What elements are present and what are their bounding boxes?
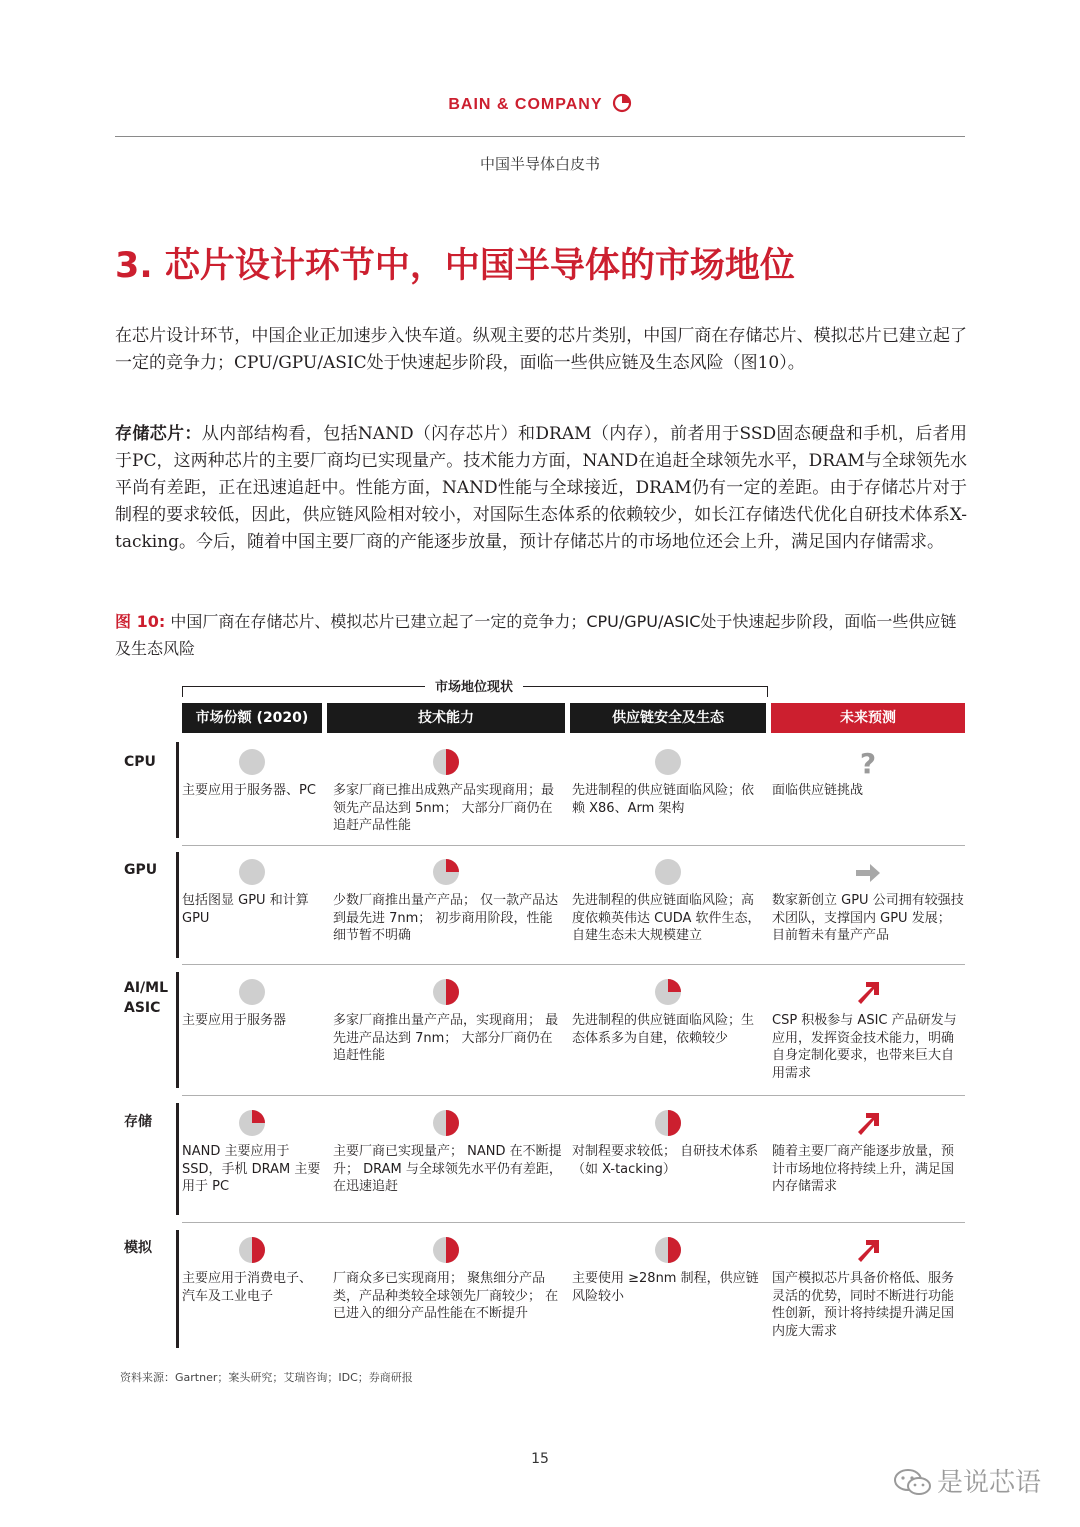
header-divider <box>115 136 965 137</box>
harvey-ball-icon <box>654 748 682 776</box>
question-icon <box>853 748 881 776</box>
cell-text-tech: 多家厂商推出量产产品，实现商用； 最先进产品达到 7nm； 大部分厂商仍在追赶性能 <box>333 1013 559 1063</box>
row-bar <box>176 1230 179 1348</box>
cell-text-outlook: 随着主要厂商产能逐步放量，预计市场地位将持续上升，满足国内存储需求 <box>772 1144 955 1194</box>
cell-text-supply: 对制程要求较低； 自研技术体系（如 X-tacking） <box>572 1144 759 1177</box>
group-label: 市场地位现状 <box>182 676 766 695</box>
cell-text-outlook: CSP 积极参与 ASIC 产品研发与应用，发挥资金技术能力，明确自身定制化要求，也带来巨大自用需求 <box>772 1013 957 1081</box>
figure-label: 图 10: <box>115 612 166 631</box>
harvey-ball-icon <box>238 858 266 886</box>
cell-text-tech: 主要厂商已实现量产； NAND 在不断提升； DRAM 与全球领先水平仍有差距，在迅速追赶 <box>333 1144 562 1194</box>
harvey-ball-icon <box>432 978 460 1006</box>
row-separator <box>182 845 965 846</box>
harvey-ball-icon <box>432 1109 460 1137</box>
page-number: 15 <box>531 1451 549 1467</box>
harvey-ball-icon <box>238 1109 266 1137</box>
cell-text-share: 主要应用于服务器、PC <box>182 783 316 798</box>
cell-text-tech: 厂商众多已实现商用； 聚焦细分产品类，产品种类较全球领先厂商较少； 在已进入的细分产品性能在不断提升 <box>333 1271 559 1321</box>
source-note: 资料来源：Gartner；案头研究；艾瑞咨询；IDC；券商研报 <box>120 1371 413 1384</box>
column-header-supply: 供应链安全及生态 <box>570 703 766 733</box>
harvey-ball-icon <box>654 1236 682 1264</box>
intro-paragraph: 在芯片设计环节，中国企业正加速步入快车道。纵观主要的芯片类别，中国厂商在存储芯片、模拟芯片已建立起了一定的竞争力；CPU/GPU/ASIC处于快速起步阶段，面临一些供应链及生态风险（图10）。 <box>115 326 967 373</box>
row-bar <box>176 972 179 1088</box>
cell-text-outlook: 面临供应链挑战 <box>772 783 864 798</box>
cell-text-tech: 少数厂商推出量产产品； 仅一款产品达到最先进 7nm； 初步商用阶段，性能细节暂不明确 <box>333 893 559 943</box>
watermark <box>893 1462 1041 1499</box>
cell-text-share: 包括图显 GPU 和计算 GPU <box>182 893 309 926</box>
cell-text-share: 主要应用于消费电子、汽车及工业电子 <box>182 1271 313 1304</box>
arrow-right-icon <box>853 858 881 886</box>
row-label: 模拟 <box>124 1240 152 1256</box>
harvey-ball-icon <box>238 1236 266 1264</box>
column-header-outlook: 未来预测 <box>771 703 965 733</box>
section-heading: 3. 芯片设计环节中，中国半导体的市场地位 <box>115 246 795 286</box>
harvey-ball-icon <box>238 748 266 776</box>
harvey-ball-icon <box>432 1236 460 1264</box>
arrow-up-right-icon <box>853 1236 881 1264</box>
row-separator <box>182 1222 965 1223</box>
row-bar <box>176 742 179 838</box>
cell-text-share: 主要应用于服务器 <box>182 1013 287 1028</box>
brand-name: BAIN & COMPANY <box>448 96 603 113</box>
column-header-share: 市场份额 (2020) <box>182 703 322 733</box>
cell-text-tech: 多家厂商已推出成熟产品实现商用；最领先产品达到 5nm； 大部分厂商仍在追赶产品性能 <box>333 783 555 833</box>
row-label: 存储 <box>124 1114 152 1130</box>
cell-text-supply: 先进制程的供应链面临风险；高度依赖英伟达 CUDA 软件生态，自建生态未大规模建立 <box>572 893 761 943</box>
bain-logo-icon <box>612 93 632 113</box>
row-label: CPU <box>124 754 156 770</box>
harvey-ball-icon <box>654 858 682 886</box>
row-label: AI/ML ASIC <box>124 980 169 1016</box>
row-label: GPU <box>124 862 158 878</box>
figure-caption <box>115 608 967 662</box>
row-bar <box>176 852 179 958</box>
harvey-ball-icon <box>432 748 460 776</box>
harvey-ball-icon <box>654 978 682 1006</box>
arrow-up-right-icon <box>853 1109 881 1137</box>
row-separator <box>182 964 965 965</box>
cell-text-outlook: 数家新创立 GPU 公司拥有较强技术团队，支撑国内 GPU 发展； 目前暂未有量产产品 <box>772 893 964 943</box>
column-header-tech: 技术能力 <box>327 703 565 733</box>
svg-text:?: ? <box>859 748 877 778</box>
storage-paragraph <box>115 421 967 556</box>
harvey-ball-icon <box>432 858 460 886</box>
harvey-ball-icon <box>238 978 266 1006</box>
row-separator <box>182 1095 965 1096</box>
cell-text-supply: 主要使用 ≥28nm 制程，供应链风险较小 <box>572 1271 759 1304</box>
cell-text-supply: 先进制程的供应链面临风险；依赖 X86、Arm 架构 <box>572 783 755 816</box>
cell-text-supply: 先进制程的供应链面临风险；生态体系多为自建，依赖较少 <box>572 1013 755 1046</box>
cell-text-share: NAND 主要应用于 SSD，手机 DRAM 主要用于 PC <box>182 1144 321 1194</box>
figure-caption-text: 中国厂商在存储芯片、模拟芯片已建立起了一定的竞争力；CPU/GPU/ASIC处于快速起步阶段，面临一些供应链及生态风险 <box>115 612 957 658</box>
report-subtitle: 中国半导体白皮书 <box>479 155 600 173</box>
row-bar <box>176 1103 179 1215</box>
wechat-icon <box>893 1467 933 1497</box>
brand-logo <box>0 93 1080 114</box>
watermark-text: 是说芯语 <box>937 1468 1042 1498</box>
cell-text-outlook: 国产模拟芯片具备价格低、服务灵活的优势，同时不断进行功能性创新，预计将持续提升满足国内庞大需求 <box>772 1271 955 1339</box>
storage-label: 存储芯片： <box>115 424 202 444</box>
arrow-up-right-icon <box>853 978 881 1006</box>
storage-text: 从内部结构看，包括NAND（闪存芯片）和DRAM（内存），前者用于SSD固态硬盘和手机，后者用于PC，这两种芯片的主要厂商均已实现量产。技术能力方面，NAND在追赶全球领先水平，DRAM与全球领先水平尚有差距，正在迅速追赶中。性能方面，NAND性能与全球接近，DRAM仍有一定的差距。由于存储芯片对于制程的要求较低，因此，供应链风险相对较小，对国际生态体系的依赖较少，如长江存储迭代优化自研技术体系X-tacking。今后，随着中国主要厂商的产能逐步放量，预计存储芯片的市场地位还会上升，满足国内存储需求。 <box>115 424 967 552</box>
harvey-ball-icon <box>654 1109 682 1137</box>
